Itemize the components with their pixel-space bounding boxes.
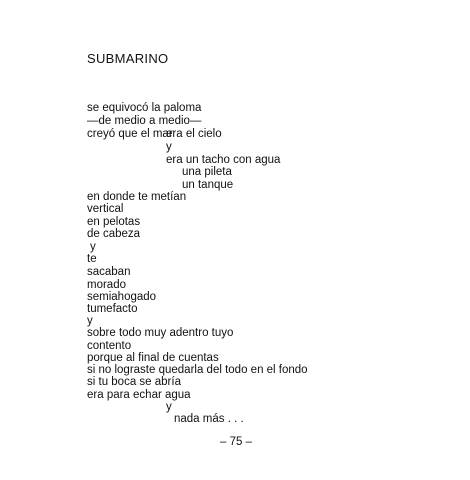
page-number: – 75 –: [220, 436, 252, 448]
poem-line: morado: [87, 279, 126, 291]
poem-line: contento: [87, 340, 132, 352]
poem-line: y: [90, 241, 96, 253]
poem-line: te: [87, 253, 97, 265]
poem-line: creyó que el mar: [87, 128, 173, 140]
poem-line: y: [166, 401, 172, 413]
poem-line: se equivocó la paloma: [87, 102, 202, 114]
poem-line: si tu boca se abría: [87, 376, 181, 388]
poem-line: vertical: [87, 203, 124, 215]
poem-line: porque al final de cuentas: [87, 352, 219, 364]
poem-line: en donde te metían: [87, 191, 187, 203]
poem-line: una pileta: [182, 166, 232, 178]
poem-line: en pelotas: [87, 216, 141, 228]
poem-title: SUBMARINO: [87, 51, 169, 66]
poem-line: si no lograste quedarla del todo en el fondo: [87, 364, 308, 376]
poem-line: y: [166, 141, 172, 153]
poem-line: —de medio a medio—: [87, 115, 202, 127]
poem-line: era el cielo: [166, 128, 222, 140]
poem-line: un tanque: [182, 179, 234, 191]
poem-line: era para echar agua: [87, 389, 191, 401]
poem-line: nada más . . .: [174, 413, 244, 425]
poem-line: tumefacto: [87, 303, 138, 315]
poem-line: semiahogado: [87, 291, 157, 303]
poem-line: y: [87, 315, 93, 327]
poem-line: sobre todo muy adentro tuyo: [87, 327, 234, 339]
poem-line: de cabeza: [87, 228, 141, 240]
poem-line: era un tacho con agua: [166, 154, 281, 166]
poem-line: sacaban: [87, 266, 131, 278]
